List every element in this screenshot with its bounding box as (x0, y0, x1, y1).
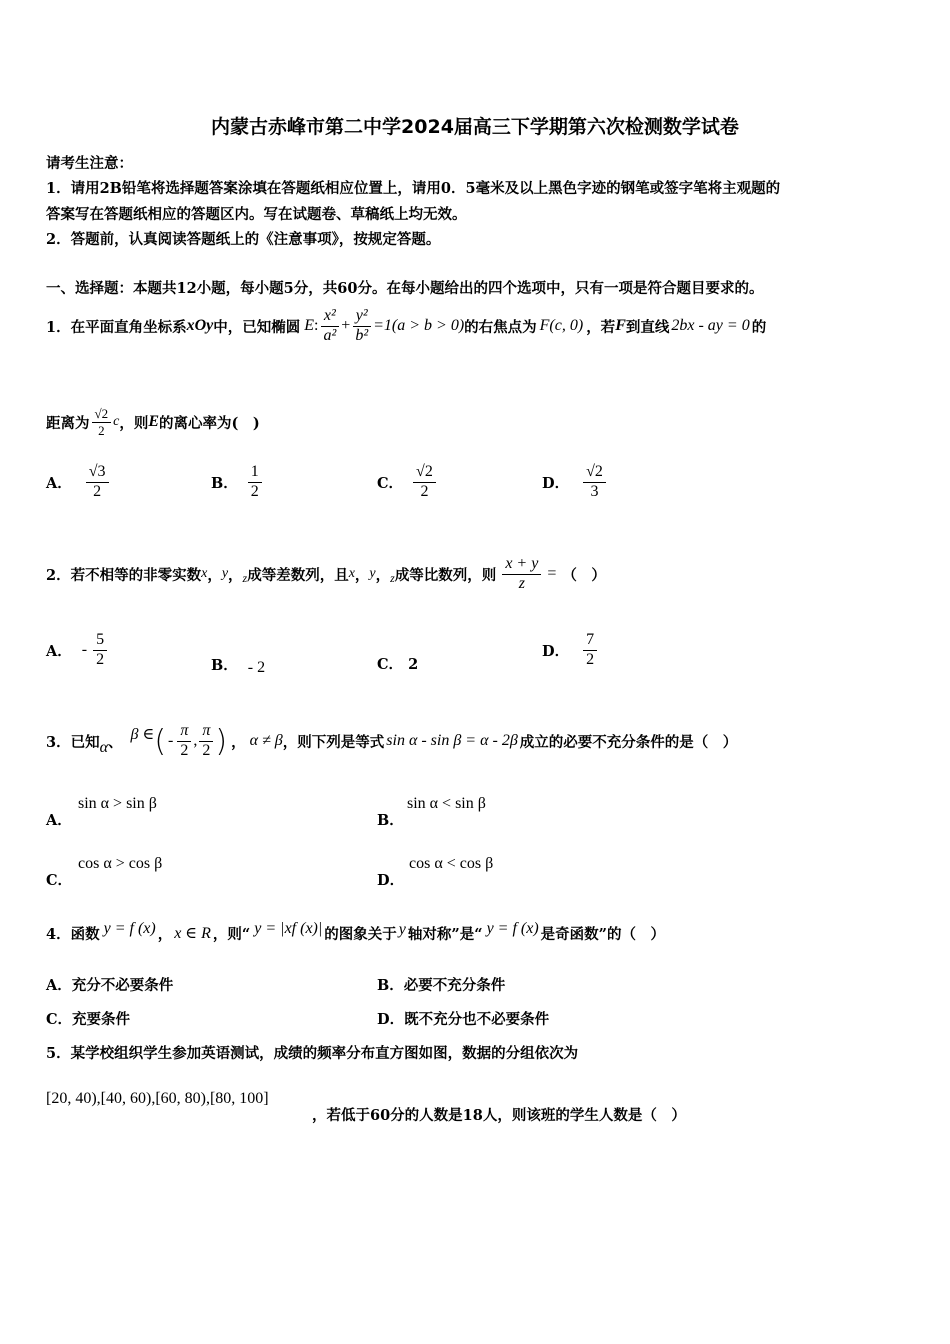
option-fraction (413, 464, 436, 501)
option-fraction (248, 464, 262, 501)
q2-sep: ， (207, 566, 222, 584)
q4-text-4: 的图象关于 (324, 925, 397, 943)
q3-neg: - (168, 732, 174, 749)
q1-b2: b² (355, 326, 369, 344)
q3-alpha: α (99, 739, 108, 756)
question-4 (46, 915, 665, 951)
q3-dun: 、 (108, 733, 123, 751)
notice-heading: 请考生注意： (46, 155, 133, 172)
q1-distance-fraction (92, 407, 112, 437)
q1-f: F (615, 317, 626, 334)
option-fraction (583, 464, 606, 501)
q2-sep: ， (375, 566, 391, 584)
q1-option-b[interactable] (211, 464, 264, 501)
q2-sep: ， (354, 566, 370, 584)
q1-option-a[interactable] (46, 464, 111, 501)
option-label: A． (46, 977, 72, 994)
q3-option-a[interactable] (46, 795, 366, 835)
frac-num: 7 (583, 632, 597, 651)
question-1 (46, 304, 766, 348)
q1-text-1: 1．在平面直角坐标系 (46, 318, 187, 336)
q2-frac-num: x + y (502, 556, 541, 575)
q1-dist-c: c (113, 414, 120, 429)
q2-z: z (242, 570, 248, 585)
q4-func-2: y = |xf (x)| (254, 920, 323, 937)
q4-text-3: ，则“ (212, 925, 251, 943)
page-title: 内蒙古赤峰市第二中学2024届高三下学期第六次检测数学试卷 (211, 116, 739, 138)
q2-x: x (348, 566, 355, 581)
q1-x2: x² (321, 308, 339, 327)
q3-option-d[interactable] (377, 855, 697, 895)
q4-option-d[interactable] (377, 1008, 549, 1029)
q3-option-c[interactable] (46, 855, 366, 895)
q1-colon: : (314, 317, 319, 334)
option-label: A． (46, 474, 72, 492)
option-expr: sin α < sin β (407, 795, 486, 812)
q4-domain: x ∈ R (174, 925, 211, 942)
option-label: C． (46, 872, 73, 889)
option-text: 必要不充分条件 (403, 977, 506, 994)
option-label: B． (377, 812, 404, 829)
q1-line-eq: 2bx - ay = 0 (671, 317, 750, 334)
q3-rparen: ) (215, 723, 228, 759)
q3-two: 2 (202, 741, 211, 759)
option-expr: sin α > sin β (78, 795, 157, 812)
question-2 (46, 546, 606, 602)
option-label: B． (377, 977, 404, 994)
notice-item-2: 2．答题前，认真阅读答题纸上的《注意事项》，按规定答题。 (46, 231, 441, 248)
q2-text-3: 成等比数列，则 (394, 566, 497, 584)
frac-den: 3 (590, 482, 599, 500)
question-5: 5．某学校组织学生参加英语测试，成绩的频率分布直方图如图，数据的分组依次为 (46, 1045, 579, 1062)
q2-paren: （ ） (562, 566, 606, 584)
q3-sep: ， (231, 733, 246, 751)
q3-pi: π (177, 723, 191, 742)
option-expr: cos α < cos β (409, 855, 494, 872)
q3-text-2: ，则下列是等式 (282, 733, 385, 751)
option-label: B． (211, 656, 238, 674)
option-label: D． (377, 1011, 405, 1028)
q4-option-b[interactable] (377, 974, 505, 995)
q1-text-9: 的离心率为( ) (159, 414, 260, 432)
q4-text-2: ， (157, 925, 173, 943)
option-label: A． (46, 642, 72, 660)
option-label: C． (377, 474, 404, 492)
q1-text-7: 距离为 (46, 414, 90, 432)
question-3 (46, 714, 737, 768)
option-value: 2 (408, 656, 419, 673)
option-expr: cos α > cos β (78, 855, 163, 872)
q1-text-4: ，若 (586, 318, 616, 336)
q2-option-a[interactable] (46, 632, 109, 669)
q5-groups: [20, 40),[40, 60),[60, 80),[80, 100] (46, 1090, 269, 1107)
frac-num: √3 (86, 464, 109, 483)
option-fraction (93, 632, 107, 669)
option-sign: - (81, 641, 88, 659)
q1-condition: =1(a > b > 0) (373, 317, 465, 334)
option-label: A． (46, 812, 72, 829)
option-fraction (583, 632, 597, 669)
frac-den: 2 (250, 482, 259, 500)
q3-option-b[interactable] (377, 795, 697, 835)
option-label: D． (542, 474, 570, 492)
q1-ellipse-name: E (304, 317, 315, 334)
q1-text-5: 到直线 (625, 318, 670, 336)
option-fraction (86, 464, 109, 501)
q1-y2: y² (353, 308, 371, 327)
option-label: D． (377, 872, 405, 889)
q2-z: z (390, 570, 395, 585)
q3-two: 2 (180, 741, 189, 759)
q4-y-axis: y (398, 921, 406, 938)
q2-option-d[interactable] (542, 632, 599, 669)
frac-den: 2 (586, 650, 595, 668)
frac-den: 2 (96, 650, 105, 668)
section-heading: 一、选择题：本题共12小题，每小题5分，共60分。在每小题给出的四个选项中，只有一项是符合题目要求的。 (46, 280, 764, 297)
option-label: C． (46, 1011, 73, 1028)
q2-y: y (369, 566, 376, 581)
q4-option-c[interactable] (46, 1008, 130, 1029)
q3-equation: sin α - sin β = α - 2β (386, 732, 518, 749)
q5-text-2: ，若低于60分的人数是18人，则该班的学生人数是（ ） (312, 1107, 686, 1124)
notice-item-1a: 1．请用2B铅笔将选择题答案涂填在答题纸相应位置上，请用0．5毫米及以上黑色字迹的钢笔或签字笔将主观题的 (46, 180, 781, 197)
q1-a2: a² (323, 326, 337, 344)
q2-y: y (221, 566, 229, 581)
q1-e: E (148, 413, 160, 430)
q2-sep: ， (228, 566, 243, 584)
option-text: 充要条件 (72, 1011, 131, 1028)
q1-text-3: 的右焦点为 (464, 318, 537, 336)
q2-fraction (502, 556, 541, 593)
q1-ellipse-y-term (352, 308, 371, 345)
q4-func-3: y = f (x) (486, 920, 539, 937)
q1-text-8: ，则 (119, 414, 149, 432)
frac-den: 2 (420, 482, 429, 500)
frac-den: 2 (93, 482, 102, 500)
q3-upper-bound (199, 723, 213, 760)
q3-beta-in: β ∈ (130, 726, 155, 743)
q4-text-6: 是奇函数”的（ ） (540, 925, 666, 943)
frac-num: 1 (248, 464, 262, 483)
q1-plus: + (341, 317, 351, 334)
q2-frac-den: z (518, 574, 525, 592)
q1-option-c[interactable] (377, 464, 438, 501)
q2-x: x (201, 566, 208, 581)
option-text: 充分不必要条件 (71, 977, 174, 994)
q4-text-5: 轴对称”是“ (407, 925, 483, 943)
q2-text-2: 成等差数列，且 (247, 566, 349, 584)
option-label: B． (211, 474, 238, 492)
q2-text-1: 2．若不相等的非零实数 (46, 566, 202, 584)
q4-option-a[interactable] (46, 974, 173, 995)
notice-item-1b: 答案写在答题纸相应的答题区内。写在试题卷、草稿纸上均无效。 (46, 206, 467, 223)
q1-dist-num: √2 (92, 407, 112, 423)
option-label: D． (542, 642, 570, 660)
q1-dist-den: 2 (98, 422, 105, 438)
q3-neq: α ≠ β (249, 732, 283, 749)
q1-text-6: 的 (751, 318, 767, 336)
q1-xoy: xOy (186, 317, 214, 334)
q1-ellipse-x-term (320, 308, 339, 345)
q3-lower-bound (177, 723, 191, 760)
q3-text-1: 3．已知 (46, 733, 100, 751)
q4-func-1: y = f (x) (103, 920, 156, 937)
frac-num: 5 (93, 632, 107, 651)
q3-text-3: 成立的必要不充分条件的是（ ） (519, 733, 738, 751)
q3-lparen: ( (154, 723, 167, 759)
frac-num: √2 (583, 464, 606, 483)
q3-comma: , (193, 732, 198, 749)
option-text: 既不充分也不必要条件 (404, 1011, 550, 1028)
q4-text-1: 4．函数 (46, 925, 100, 943)
q1-text-2: 中，已知椭圆 (213, 318, 301, 336)
q2-option-b[interactable] (211, 651, 265, 677)
option-label: C． (377, 656, 404, 673)
question-1-cont (46, 400, 260, 444)
q3-pi: π (199, 723, 213, 742)
option-value: - 2 (247, 659, 266, 676)
q1-option-d[interactable] (542, 464, 608, 501)
q2-option-c[interactable] (377, 653, 418, 674)
frac-num: √2 (413, 464, 436, 483)
q1-focus: F(c, 0) (539, 317, 584, 334)
q2-eq: = (547, 565, 557, 582)
